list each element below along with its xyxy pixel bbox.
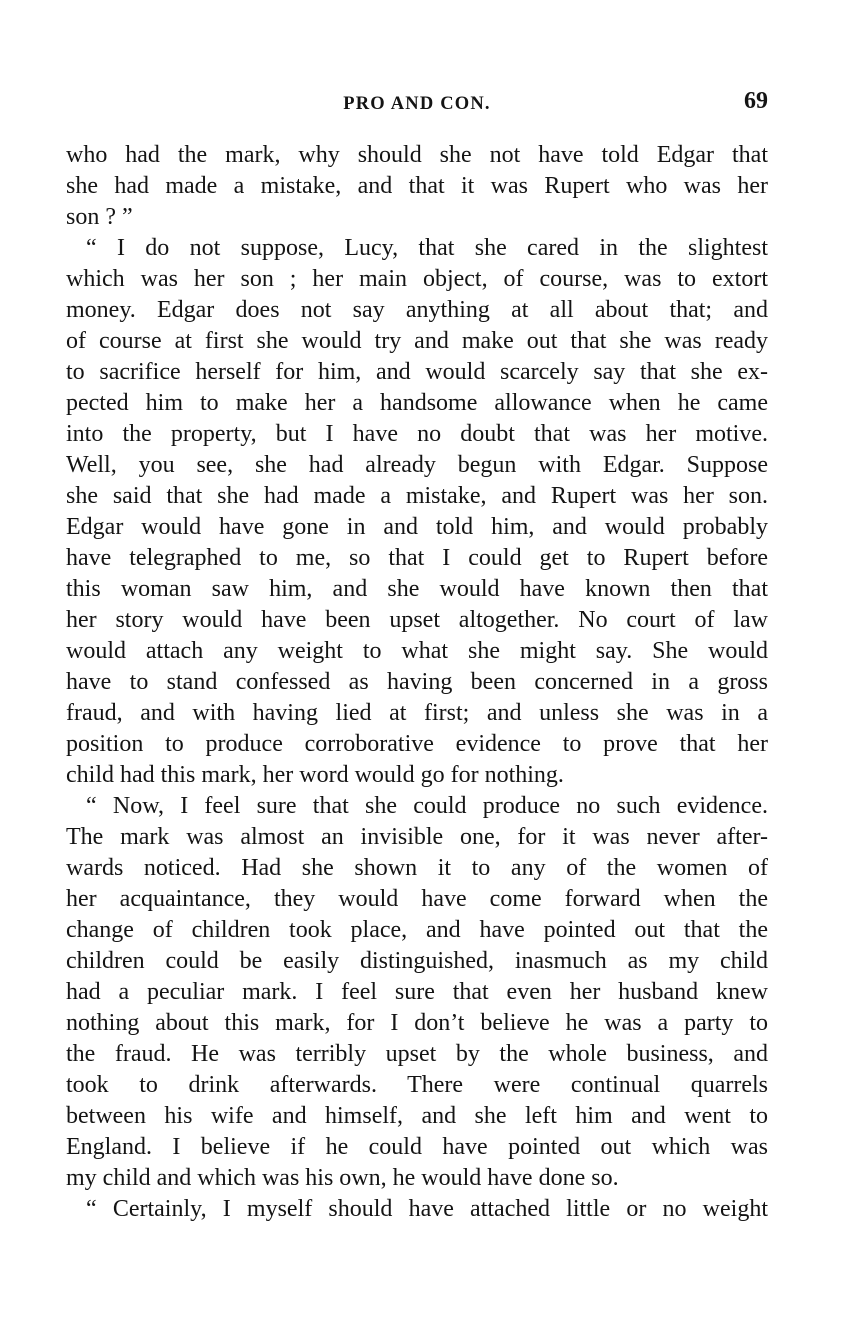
text-line: the fraud. He was terribly upset by the whole business, and	[66, 1041, 768, 1067]
text-line: Well, you see, she had already begun with Edgar. Suppose	[66, 452, 768, 478]
body-text	[66, 140, 768, 1225]
text-line: had a peculiar mark. I feel sure that even her husband knew	[66, 979, 768, 1005]
text-line: my child and which was his own, he would have done so.	[66, 1165, 619, 1191]
text-line: have telegraphed to me, so that I could get to Rupert before	[66, 545, 768, 571]
text-line: which was her son ; her main object, of course, was to extort	[66, 266, 768, 292]
text-line: her story would have been upset altogether. No court of law	[66, 607, 768, 633]
text-line: money. Edgar does not say anything at all about that; and	[66, 297, 768, 323]
text-line: who had the mark, why should she not have told Edgar that	[66, 142, 768, 168]
text-line: have to stand confessed as having been concerned in a gross	[66, 669, 768, 695]
running-head	[66, 88, 768, 124]
text-line: The mark was almost an invisible one, for it was never after-	[66, 824, 768, 850]
text-line: position to produce corroborative evidence to prove that her	[66, 731, 768, 757]
text-line: wards noticed. Had she shown it to any of the women of	[66, 855, 768, 881]
text-line: child had this mark, her word would go for nothing.	[66, 762, 564, 788]
text-line: to sacrifice herself for him, and would scarcely say that she ex-	[66, 359, 768, 385]
text-line: England. I believe if he could have pointed out which was	[66, 1134, 768, 1160]
text-line: pected him to make her a handsome allowance when he came	[66, 390, 768, 416]
text-line: “ I do not suppose, Lucy, that she cared in the slightest	[86, 235, 768, 261]
text-line: Edgar would have gone in and told him, and would probably	[66, 514, 768, 540]
text-line: change of children took place, and have pointed out that the	[66, 917, 768, 943]
text-line: “ Now, I feel sure that she could produce no such evidence.	[86, 793, 768, 819]
text-line: between his wife and himself, and she left him and went to	[66, 1103, 768, 1129]
text-line: fraud, and with having lied at first; and unless she was in a	[66, 700, 768, 726]
text-line: this woman saw him, and she would have known then that	[66, 576, 768, 602]
text-line: would attach any weight to what she might say. She would	[66, 638, 768, 664]
text-line: took to drink afterwards. There were continual quarrels	[66, 1072, 768, 1098]
text-line: she had made a mistake, and that it was Rupert who was her	[66, 173, 768, 199]
text-line: nothing about this mark, for I don’t believe he was a party to	[66, 1010, 768, 1036]
text-line: children could be easily distinguished, inasmuch as my child	[66, 948, 768, 974]
running-title: PRO AND CON.	[343, 94, 491, 114]
page-number: 69	[744, 88, 768, 114]
text-line: she said that she had made a mistake, and Rupert was her son.	[66, 483, 768, 509]
text-line: “ Certainly, I myself should have attached little or no weight	[86, 1196, 768, 1222]
text-line: son ? ”	[66, 204, 133, 230]
text-line: her acquaintance, they would have come forward when the	[66, 886, 768, 912]
text-line: into the property, but I have no doubt that was her motive.	[66, 421, 768, 447]
text-line: of course at first she would try and make out that she was ready	[66, 328, 768, 354]
